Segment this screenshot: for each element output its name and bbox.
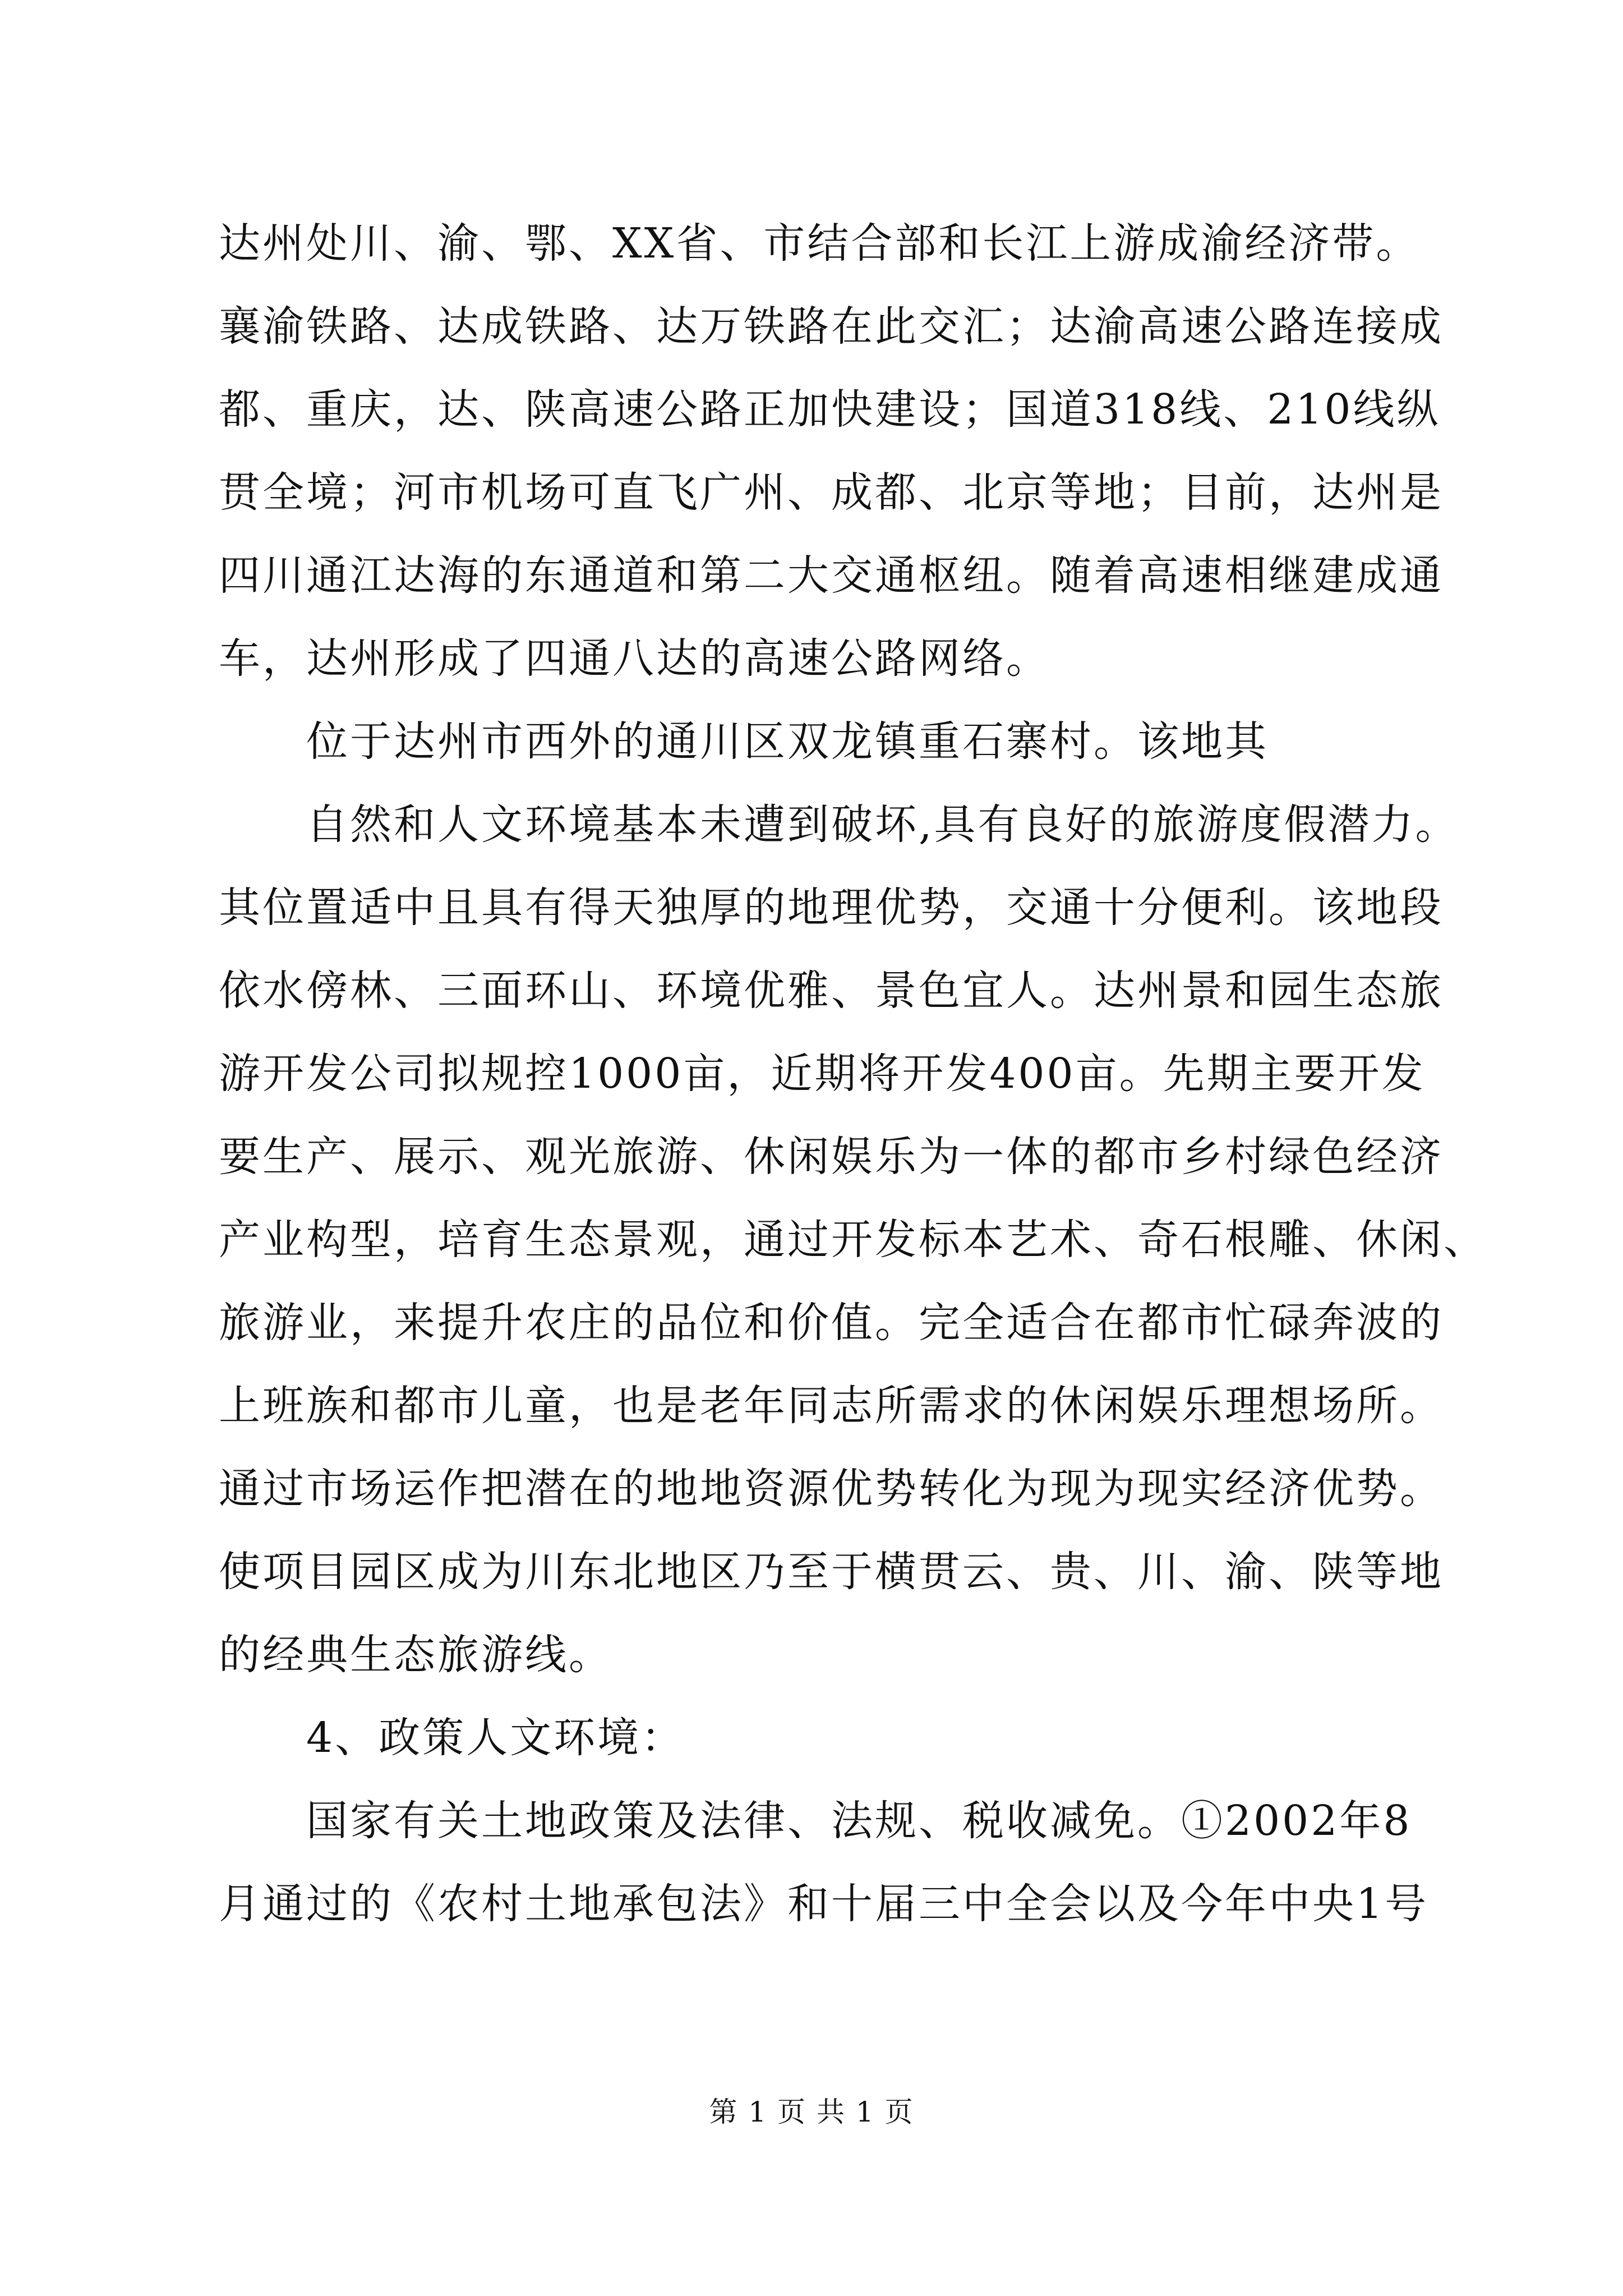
text-line: 旅游业，来提升农庄的品位和价值。完全适合在都市忙碌奔波的 (219, 1299, 1444, 1347)
page-number-label: 第 1 页 共 1 页 (709, 2096, 914, 2128)
text-line: 4、政策人文环境： (219, 1714, 685, 1762)
text-line: 月通过的《农村土地承包法》和十届三中全会以及今年中央1号 (219, 1880, 1429, 1928)
body-text (219, 202, 1487, 1945)
text-line: 达州处川、渝、鄂、XX省、市结合部和长江上游成渝经济带。 (219, 219, 1420, 268)
text-line: 通过市场运作把潜在的地地资源优势转化为现为现实经济优势。 (219, 1465, 1444, 1513)
text-line: 四川通江达海的东通道和第二大交通枢纽。随着高速相继建成通 (219, 551, 1444, 600)
text-line: 车，达州形成了四通八达的高速公路网络。 (219, 634, 1050, 683)
text-line: 自然和人文环境基本未遭到破坏,具有良好的旅游度假潜力。 (219, 800, 1459, 849)
text-line: 游开发公司拟规控1000亩，近期将开发400亩。先期主要开发 (219, 1050, 1426, 1098)
text-line: 国家有关土地政策及法律、法规、税收减免。①2002年8 (219, 1797, 1412, 1845)
text-line: 上班族和都市儿童，也是老年同志所需求的休闲娱乐理想场所。 (219, 1382, 1444, 1430)
text-line: 襄渝铁路、达成铁路、达万铁路在此交汇；达渝高速公路连接成 (219, 302, 1444, 351)
text-line: 都、重庆，达、陕高速公路正加快建设；国道318线、210线纵 (219, 385, 1441, 434)
text-line: 其位置适中且具有得天独厚的地理优势，交通十分便利。该地段 (219, 884, 1444, 932)
text-line: 贯全境；河市机场可直飞广州、成都、北京等地；目前，达州是 (219, 468, 1444, 517)
text-line: 使项目园区成为川东北地区乃至于横贯云、贵、川、渝、陕等地 (219, 1548, 1444, 1596)
text-line: 依水傍林、三面环山、环境优雅、景色宜人。达州景和园生态旅 (219, 967, 1444, 1015)
page-footer (0, 2092, 1623, 2132)
text-line: 要生产、展示、观光旅游、休闲娱乐为一体的都市乡村绿色经济 (219, 1133, 1444, 1181)
text-line: 的经典生态旅游线。 (219, 1631, 612, 1679)
text-line: 产业构型，培育生态景观，通过开发标本艺术、奇石根雕、休闲、 (219, 1216, 1487, 1264)
text-line: 位于达州市西外的通川区双龙镇重石寨村。该地其 (219, 717, 1269, 766)
